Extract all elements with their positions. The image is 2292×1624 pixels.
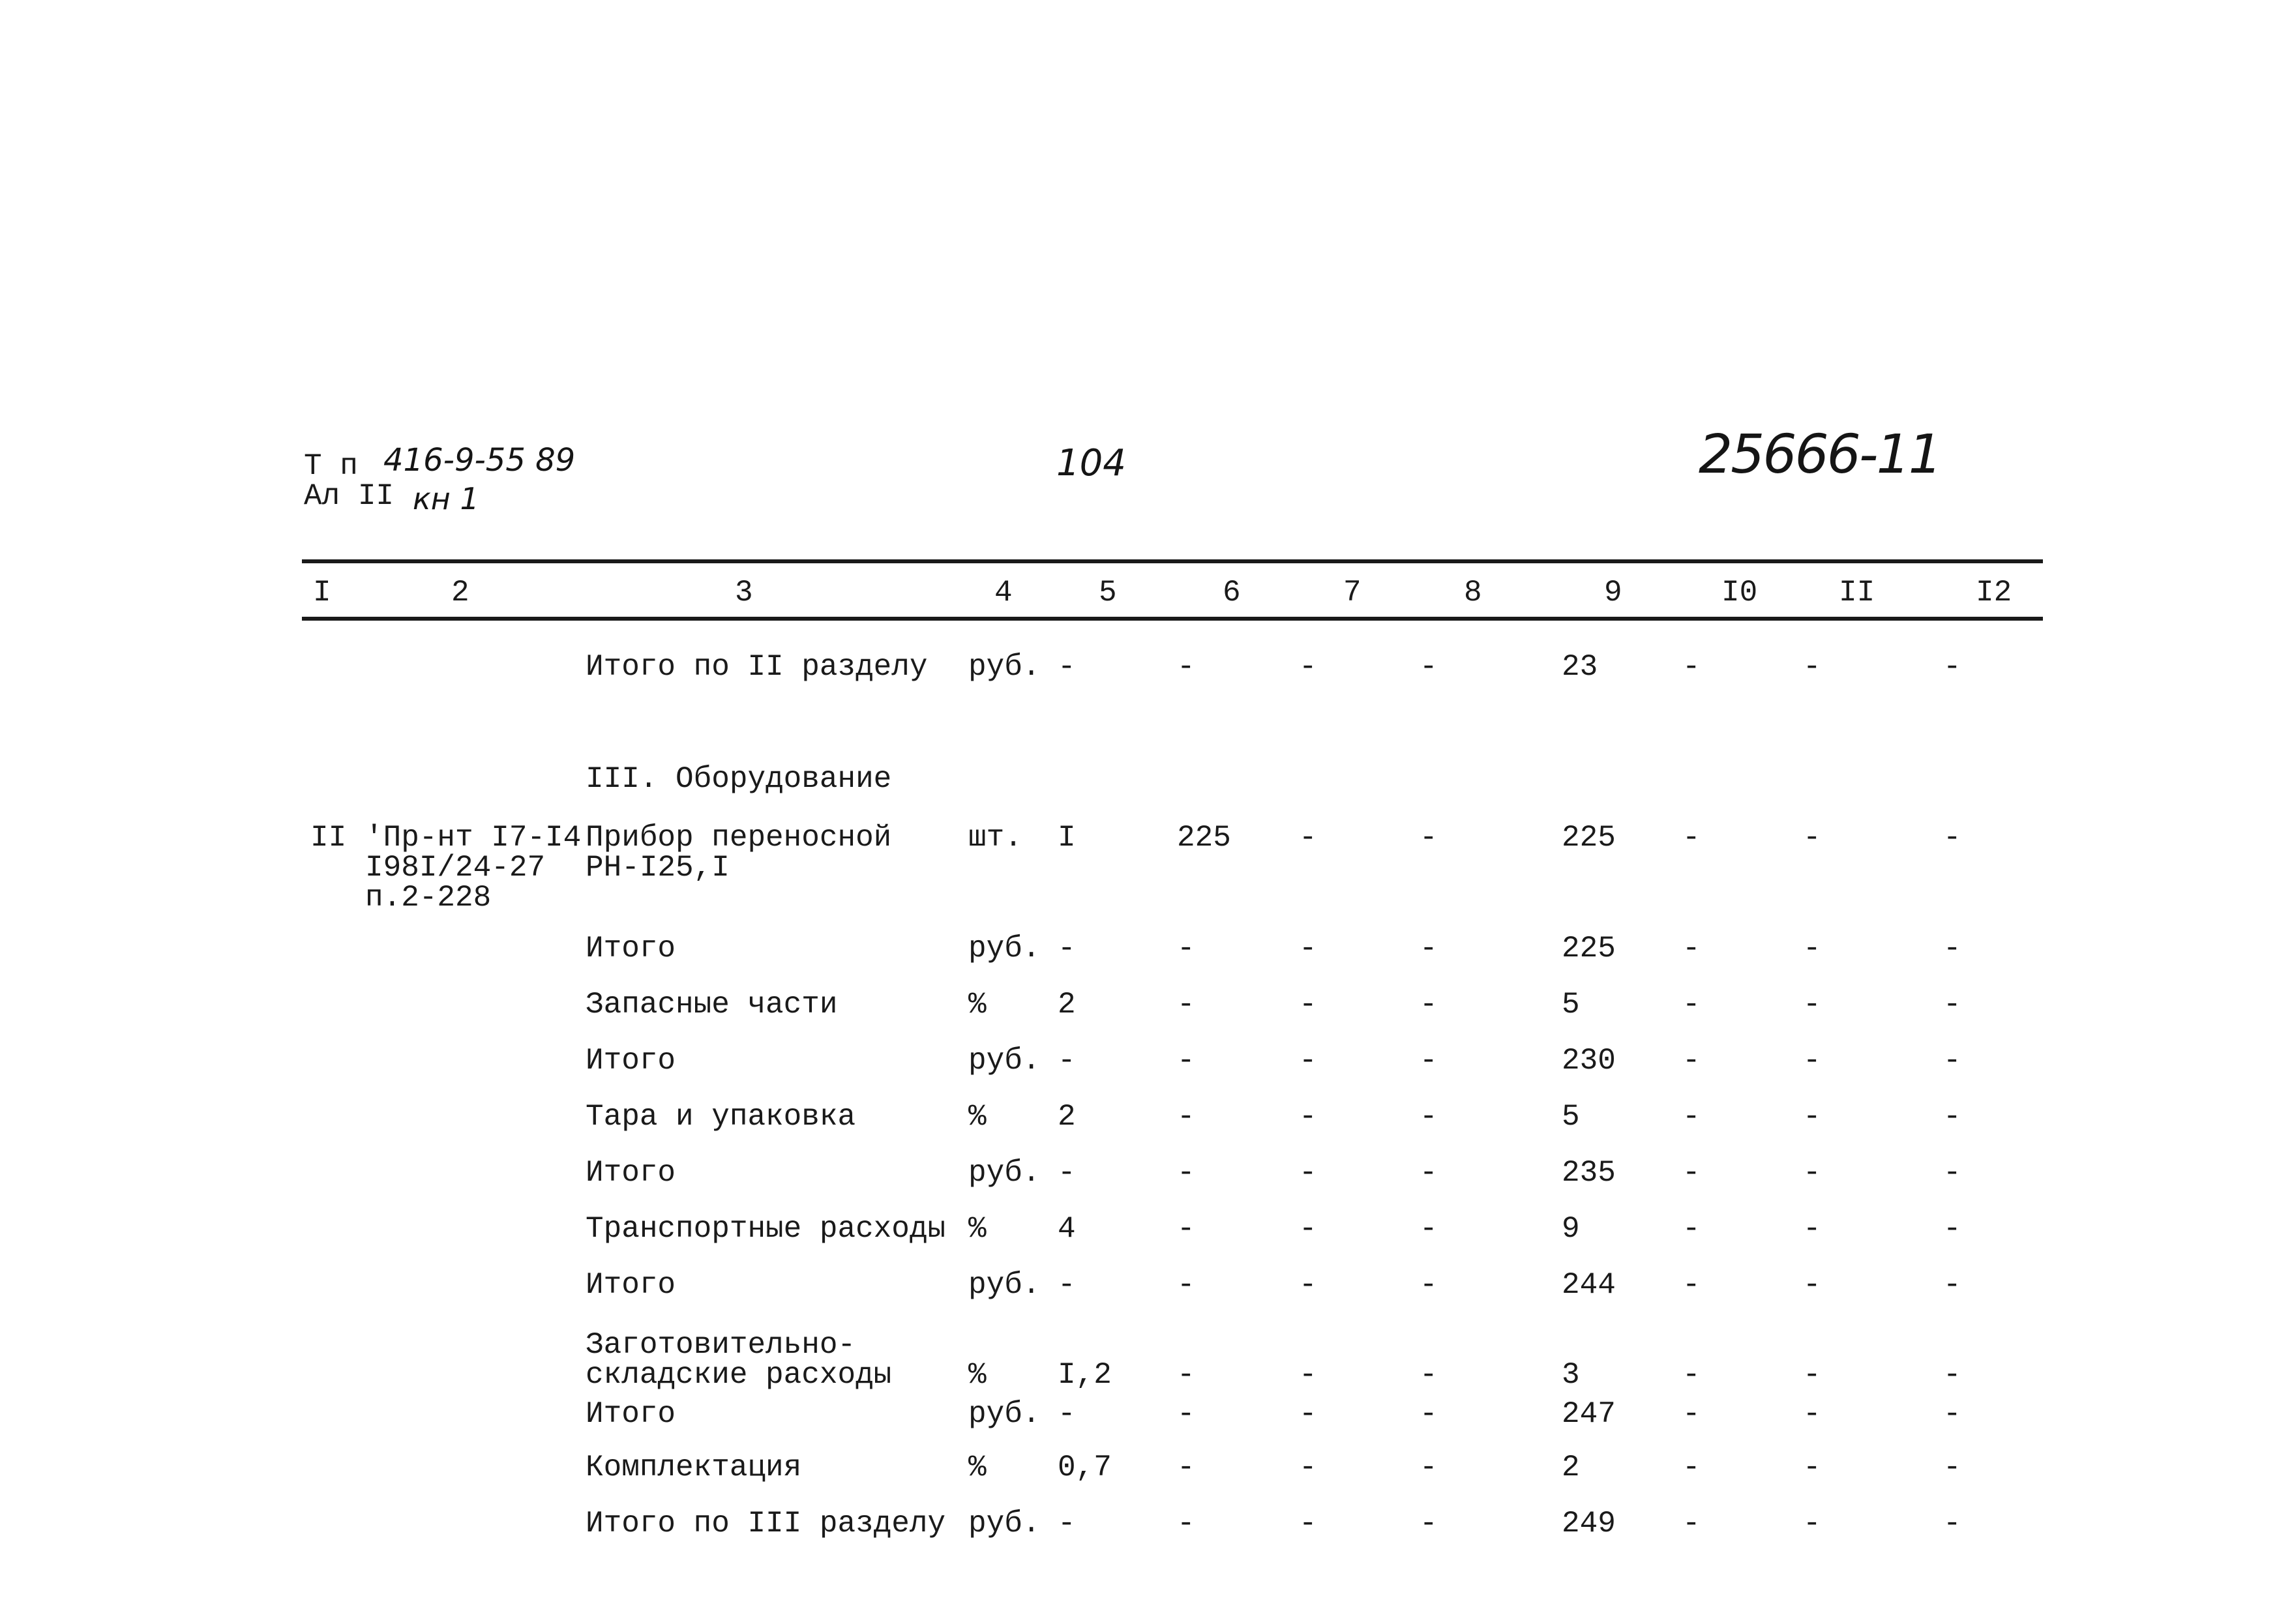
row-8-c9: 3 xyxy=(1562,1358,1580,1392)
row-8-name: складские расходы xyxy=(586,1358,892,1392)
header-hand-2: кн 1 xyxy=(413,481,479,516)
row-11-c5: - xyxy=(1058,1507,1076,1541)
item-c10: - xyxy=(1682,821,1701,855)
item-c11: - xyxy=(1803,821,1821,855)
row-4-c12: - xyxy=(1943,1100,1961,1134)
row-8-unit: % xyxy=(968,1358,987,1392)
item-c9: 225 xyxy=(1562,821,1616,855)
row-10-c12: - xyxy=(1943,1451,1961,1484)
row-3-c9: 230 xyxy=(1562,1044,1616,1078)
row-3-c10: - xyxy=(1682,1044,1701,1078)
row-4-c11: - xyxy=(1803,1100,1821,1134)
column-header-8: 8 xyxy=(1464,576,1482,610)
row-2-unit: % xyxy=(968,988,987,1022)
row-4-c5: 2 xyxy=(1058,1100,1076,1134)
row-2-c10: - xyxy=(1682,988,1701,1022)
section2-total-c11: - xyxy=(1803,650,1821,684)
row-1-c8: - xyxy=(1420,932,1438,966)
row-6-name: Транспортные расходы xyxy=(586,1212,946,1246)
page-number: 104 xyxy=(1056,442,1126,484)
row-3-c6: - xyxy=(1177,1044,1195,1078)
row-7-c5: - xyxy=(1058,1268,1076,1302)
row-10-c6: - xyxy=(1177,1451,1195,1484)
row-4-c8: - xyxy=(1420,1100,1438,1134)
row-1-c10: - xyxy=(1682,932,1701,966)
row-4-name: Тара и упаковка xyxy=(586,1100,856,1134)
row-8-name: Заготовительно- xyxy=(586,1328,856,1362)
row-10-unit: % xyxy=(968,1451,987,1484)
section2-total-c6: - xyxy=(1177,650,1195,684)
row-10-c11: - xyxy=(1803,1451,1821,1484)
row-1-c11: - xyxy=(1803,932,1821,966)
row-9-c10: - xyxy=(1682,1397,1701,1431)
column-header-10: I0 xyxy=(1721,576,1758,610)
section2-total-name: Итого по II разделу xyxy=(586,650,928,684)
column-header-12: I2 xyxy=(1976,576,2012,610)
row-10-name: Комплектация xyxy=(586,1451,802,1484)
row-7-c11: - xyxy=(1803,1268,1821,1302)
row-5-c10: - xyxy=(1682,1156,1701,1190)
row-4-c6: - xyxy=(1177,1100,1195,1134)
row-2-c6: - xyxy=(1177,988,1195,1022)
row-8-c11: - xyxy=(1803,1358,1821,1392)
column-header-3: 3 xyxy=(735,576,753,610)
item-c8: - xyxy=(1420,821,1438,855)
row-2-c9: 5 xyxy=(1562,988,1580,1022)
row-2-c8: - xyxy=(1420,988,1438,1022)
row-5-name: Итого xyxy=(586,1156,676,1190)
row-5-c8: - xyxy=(1420,1156,1438,1190)
row-6-c8: - xyxy=(1420,1212,1438,1246)
row-11-c12: - xyxy=(1943,1507,1961,1541)
row-6-c11: - xyxy=(1803,1212,1821,1246)
section2-total-c8: - xyxy=(1420,650,1438,684)
row-1-unit: руб. xyxy=(968,932,1041,966)
row-11-name: Итого по III разделу xyxy=(586,1507,946,1541)
row-5-c5: - xyxy=(1058,1156,1076,1190)
table-top-rule xyxy=(302,559,2043,563)
row-9-c8: - xyxy=(1420,1397,1438,1431)
header-typed-1: Т п xyxy=(304,449,358,483)
row-11-c8: - xyxy=(1420,1507,1438,1541)
row-8-c7: - xyxy=(1299,1358,1317,1392)
row-6-c12: - xyxy=(1943,1212,1961,1246)
column-header-6: 6 xyxy=(1223,576,1241,610)
row-8-c10: - xyxy=(1682,1358,1701,1392)
row-9-name: Итого xyxy=(586,1397,676,1431)
row-9-unit: руб. xyxy=(968,1397,1041,1431)
row-6-c10: - xyxy=(1682,1212,1701,1246)
row-4-c7: - xyxy=(1299,1100,1317,1134)
row-5-c7: - xyxy=(1299,1156,1317,1190)
row-10-c5: 0,7 xyxy=(1058,1451,1112,1484)
item-c7: - xyxy=(1299,821,1317,855)
row-7-c12: - xyxy=(1943,1268,1961,1302)
row-10-c8: - xyxy=(1420,1451,1438,1484)
row-6-c5: 4 xyxy=(1058,1212,1076,1246)
row-9-c7: - xyxy=(1299,1397,1317,1431)
row-3-c7: - xyxy=(1299,1044,1317,1078)
row-2-c12: - xyxy=(1943,988,1961,1022)
item-number: II xyxy=(310,821,347,855)
row-3-unit: руб. xyxy=(968,1044,1041,1078)
item-source: I98I/24-27 xyxy=(365,851,546,885)
column-header-11: II xyxy=(1839,576,1875,610)
row-9-c9: 247 xyxy=(1562,1397,1616,1431)
row-7-c6: - xyxy=(1177,1268,1195,1302)
row-7-name: Итого xyxy=(586,1268,676,1302)
row-2-c11: - xyxy=(1803,988,1821,1022)
row-6-c9: 9 xyxy=(1562,1212,1580,1246)
column-header-1: I xyxy=(313,576,331,610)
row-7-c7: - xyxy=(1299,1268,1317,1302)
row-8-c8: - xyxy=(1420,1358,1438,1392)
row-3-c12: - xyxy=(1943,1044,1961,1078)
row-2-name: Запасные части xyxy=(586,988,838,1022)
row-11-c10: - xyxy=(1682,1507,1701,1541)
row-4-c9: 5 xyxy=(1562,1100,1580,1134)
row-8-c5: I,2 xyxy=(1058,1358,1112,1392)
row-10-c10: - xyxy=(1682,1451,1701,1484)
item-name: РН-I25,I xyxy=(586,851,730,885)
row-9-c5: - xyxy=(1058,1397,1076,1431)
table-header-rule xyxy=(302,617,2043,621)
row-2-c5: 2 xyxy=(1058,988,1076,1022)
row-5-c12: - xyxy=(1943,1156,1961,1190)
row-11-c9: 249 xyxy=(1562,1507,1616,1541)
document-number: 25666-11 xyxy=(1699,424,1941,486)
row-4-unit: % xyxy=(968,1100,987,1134)
row-1-c5: - xyxy=(1058,932,1076,966)
column-header-7: 7 xyxy=(1343,576,1362,610)
section2-total-c10: - xyxy=(1682,650,1701,684)
row-3-name: Итого xyxy=(586,1044,676,1078)
row-9-c6: - xyxy=(1177,1397,1195,1431)
row-4-c10: - xyxy=(1682,1100,1701,1134)
section2-total-c12: - xyxy=(1943,650,1961,684)
row-1-c12: - xyxy=(1943,932,1961,966)
row-7-c8: - xyxy=(1420,1268,1438,1302)
row-3-c5: - xyxy=(1058,1044,1076,1078)
section2-total-c5: - xyxy=(1058,650,1076,684)
column-header-5: 5 xyxy=(1099,576,1117,610)
row-5-c11: - xyxy=(1803,1156,1821,1190)
row-3-c8: - xyxy=(1420,1044,1438,1078)
row-6-c7: - xyxy=(1299,1212,1317,1246)
row-1-c9: 225 xyxy=(1562,932,1616,966)
row-5-unit: руб. xyxy=(968,1156,1041,1190)
row-1-name: Итого xyxy=(586,932,676,966)
item-source: п.2-228 xyxy=(365,881,492,915)
row-5-c6: - xyxy=(1177,1156,1195,1190)
row-11-c6: - xyxy=(1177,1507,1195,1541)
item-c6: 225 xyxy=(1177,821,1231,855)
item-c12: - xyxy=(1943,821,1961,855)
row-10-c9: 2 xyxy=(1562,1451,1580,1484)
header-hand-1: 416-9-55 89 xyxy=(383,442,576,479)
row-7-c10: - xyxy=(1682,1268,1701,1302)
row-2-c7: - xyxy=(1299,988,1317,1022)
item-unit: шт. xyxy=(968,821,1022,855)
row-6-c6: - xyxy=(1177,1212,1195,1246)
section2-total-unit: руб. xyxy=(968,650,1041,684)
section2-total-c7: - xyxy=(1299,650,1317,684)
row-10-c7: - xyxy=(1299,1451,1317,1484)
column-header-4: 4 xyxy=(994,576,1013,610)
row-9-c12: - xyxy=(1943,1397,1961,1431)
section3-title: III. Оборудование xyxy=(586,762,892,796)
row-11-c7: - xyxy=(1299,1507,1317,1541)
column-header-9: 9 xyxy=(1604,576,1622,610)
item-source: 'Пр-нт I7-I4 xyxy=(365,821,582,855)
row-5-c9: 235 xyxy=(1562,1156,1616,1190)
row-6-unit: % xyxy=(968,1212,987,1246)
item-name: Прибор переносной xyxy=(586,821,892,855)
row-7-unit: руб. xyxy=(968,1268,1041,1302)
row-1-c6: - xyxy=(1177,932,1195,966)
row-11-c11: - xyxy=(1803,1507,1821,1541)
section2-total-c9: 23 xyxy=(1562,650,1598,684)
row-8-c6: - xyxy=(1177,1358,1195,1392)
row-9-c11: - xyxy=(1803,1397,1821,1431)
row-1-c7: - xyxy=(1299,932,1317,966)
row-11-unit: руб. xyxy=(968,1507,1041,1541)
row-7-c9: 244 xyxy=(1562,1268,1616,1302)
row-8-c12: - xyxy=(1943,1358,1961,1392)
row-3-c11: - xyxy=(1803,1044,1821,1078)
column-header-2: 2 xyxy=(451,576,469,610)
item-c5: I xyxy=(1058,821,1076,855)
header-typed-2: Ал II xyxy=(304,479,394,513)
